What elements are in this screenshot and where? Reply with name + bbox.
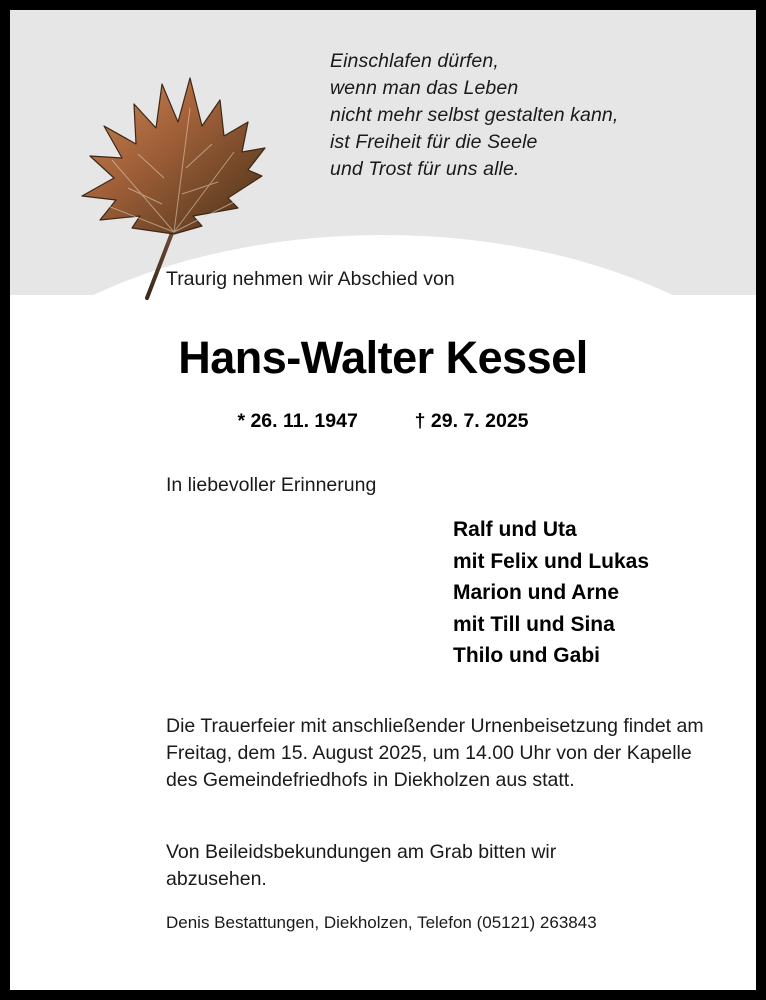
memory-line: In liebevoller Erinnerung: [166, 474, 377, 496]
condolences-line-1: Von Beileidsbekundungen am Grab bitten wir: [166, 841, 557, 863]
family-line: Marion und Arne: [453, 581, 620, 604]
verse-text: [330, 48, 730, 183]
family-list: [453, 514, 649, 672]
family-line: Ralf und Uta: [453, 518, 577, 541]
verse-line-1: Einschlafen dürfen,: [330, 50, 499, 72]
life-dates: [10, 410, 756, 433]
ceremony-details: Die Trauerfeier mit anschließender Urnenbeisetzung findet am Freitag, dem 15. August 2025, um 14.00 Uhr von der Kapelle des Gemeindefriedhofs in Diekholzen aus statt.: [166, 715, 704, 791]
family-line: Thilo und Gabi: [453, 644, 600, 667]
lead-text: Traurig nehmen wir Abschied von: [166, 268, 455, 290]
verse-line-5: und Trost für uns alle.: [330, 158, 520, 180]
family-line: mit Till und Sina: [453, 612, 615, 636]
death-date: † 29. 7. 2025: [414, 410, 529, 432]
condolences-note: [166, 839, 706, 893]
family-line: mit Felix und Lukas: [453, 549, 650, 573]
verse-line-4: ist Freiheit für die Seele: [330, 131, 538, 153]
verse-line-3: nicht mehr selbst gestalten kann,: [330, 104, 619, 126]
funeral-home-info: Denis Bestattungen, Diekholzen, Telefon (05121) 263843: [166, 913, 597, 932]
condolences-line-2: abzusehen.: [166, 868, 267, 890]
maple-leaf-icon: [52, 48, 302, 303]
verse-line-2: wenn man das Leben: [330, 77, 519, 99]
deceased-name: Hans-Walter Kessel: [178, 332, 588, 383]
birth-date: * 26. 11. 1947: [237, 410, 358, 432]
